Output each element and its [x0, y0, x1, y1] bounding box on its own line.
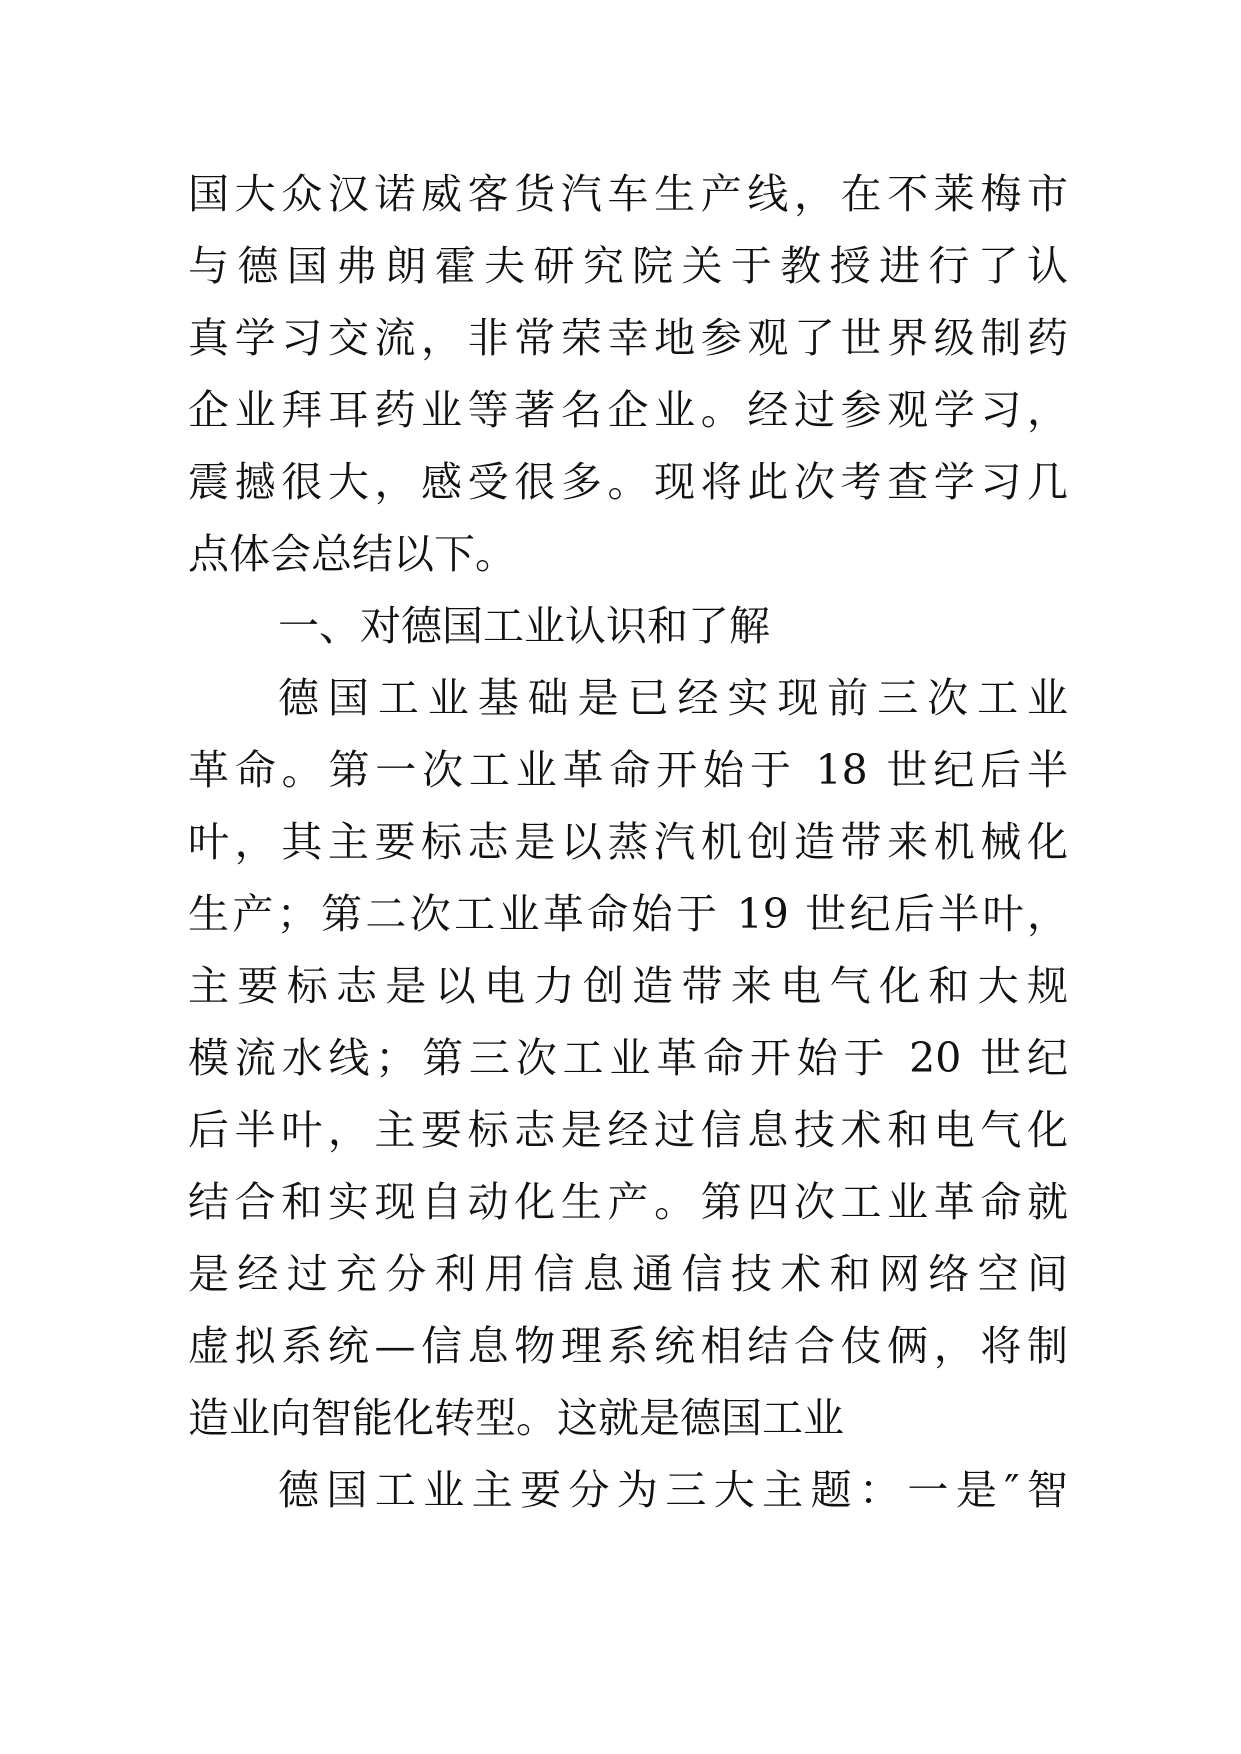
text-line: 革命。第一次工业革命开始于 18 世纪后半	[188, 746, 1068, 794]
text-line: 企业拜耳药业等著名企业。经过参观学习，	[188, 386, 1068, 434]
text-line: 模流水线；第三次工业革命开始于 20 世纪	[188, 1034, 1068, 1082]
text-line: 生产；第二次工业革命始于 19 世纪后半叶，	[188, 890, 1068, 938]
text-line: 造业向智能化转型。这就是德国工业	[188, 1394, 844, 1442]
text-line: 真学习交流，非常荣幸地参观了世界级制药	[188, 314, 1068, 362]
section-heading: 一、对德国工业认识和了解	[278, 602, 770, 650]
text-line: 德国工业主要分为三大主题：一是″智	[278, 1466, 1068, 1514]
text-line: 结合和实现自动化生产。第四次工业革命就	[188, 1178, 1068, 1226]
text-line: 主要标志是以电力创造带来电气化和大规	[188, 962, 1068, 1010]
text-line: 国大众汉诺威客货汽车生产线，在不莱梅市	[188, 170, 1068, 218]
document-body	[188, 158, 1068, 1526]
text-line: 震撼很大，感受很多。现将此次考查学习几	[188, 458, 1068, 506]
text-line: 是经过充分利用信息通信技术和网络空间	[188, 1250, 1068, 1298]
text-line: 与德国弗朗霍夫研究院关于教授进行了认	[188, 242, 1068, 290]
text-line: 点体会总结以下。	[188, 530, 516, 578]
text-line: 叶，其主要标志是以蒸汽机创造带来机械化	[188, 818, 1068, 866]
text-line: 虚拟系统—信息物理系统相结合伎俩，将制	[188, 1322, 1068, 1370]
text-line: 德国工业基础是已经实现前三次工业	[278, 674, 1068, 722]
text-line: 后半叶，主要标志是经过信息技术和电气化	[188, 1106, 1068, 1154]
